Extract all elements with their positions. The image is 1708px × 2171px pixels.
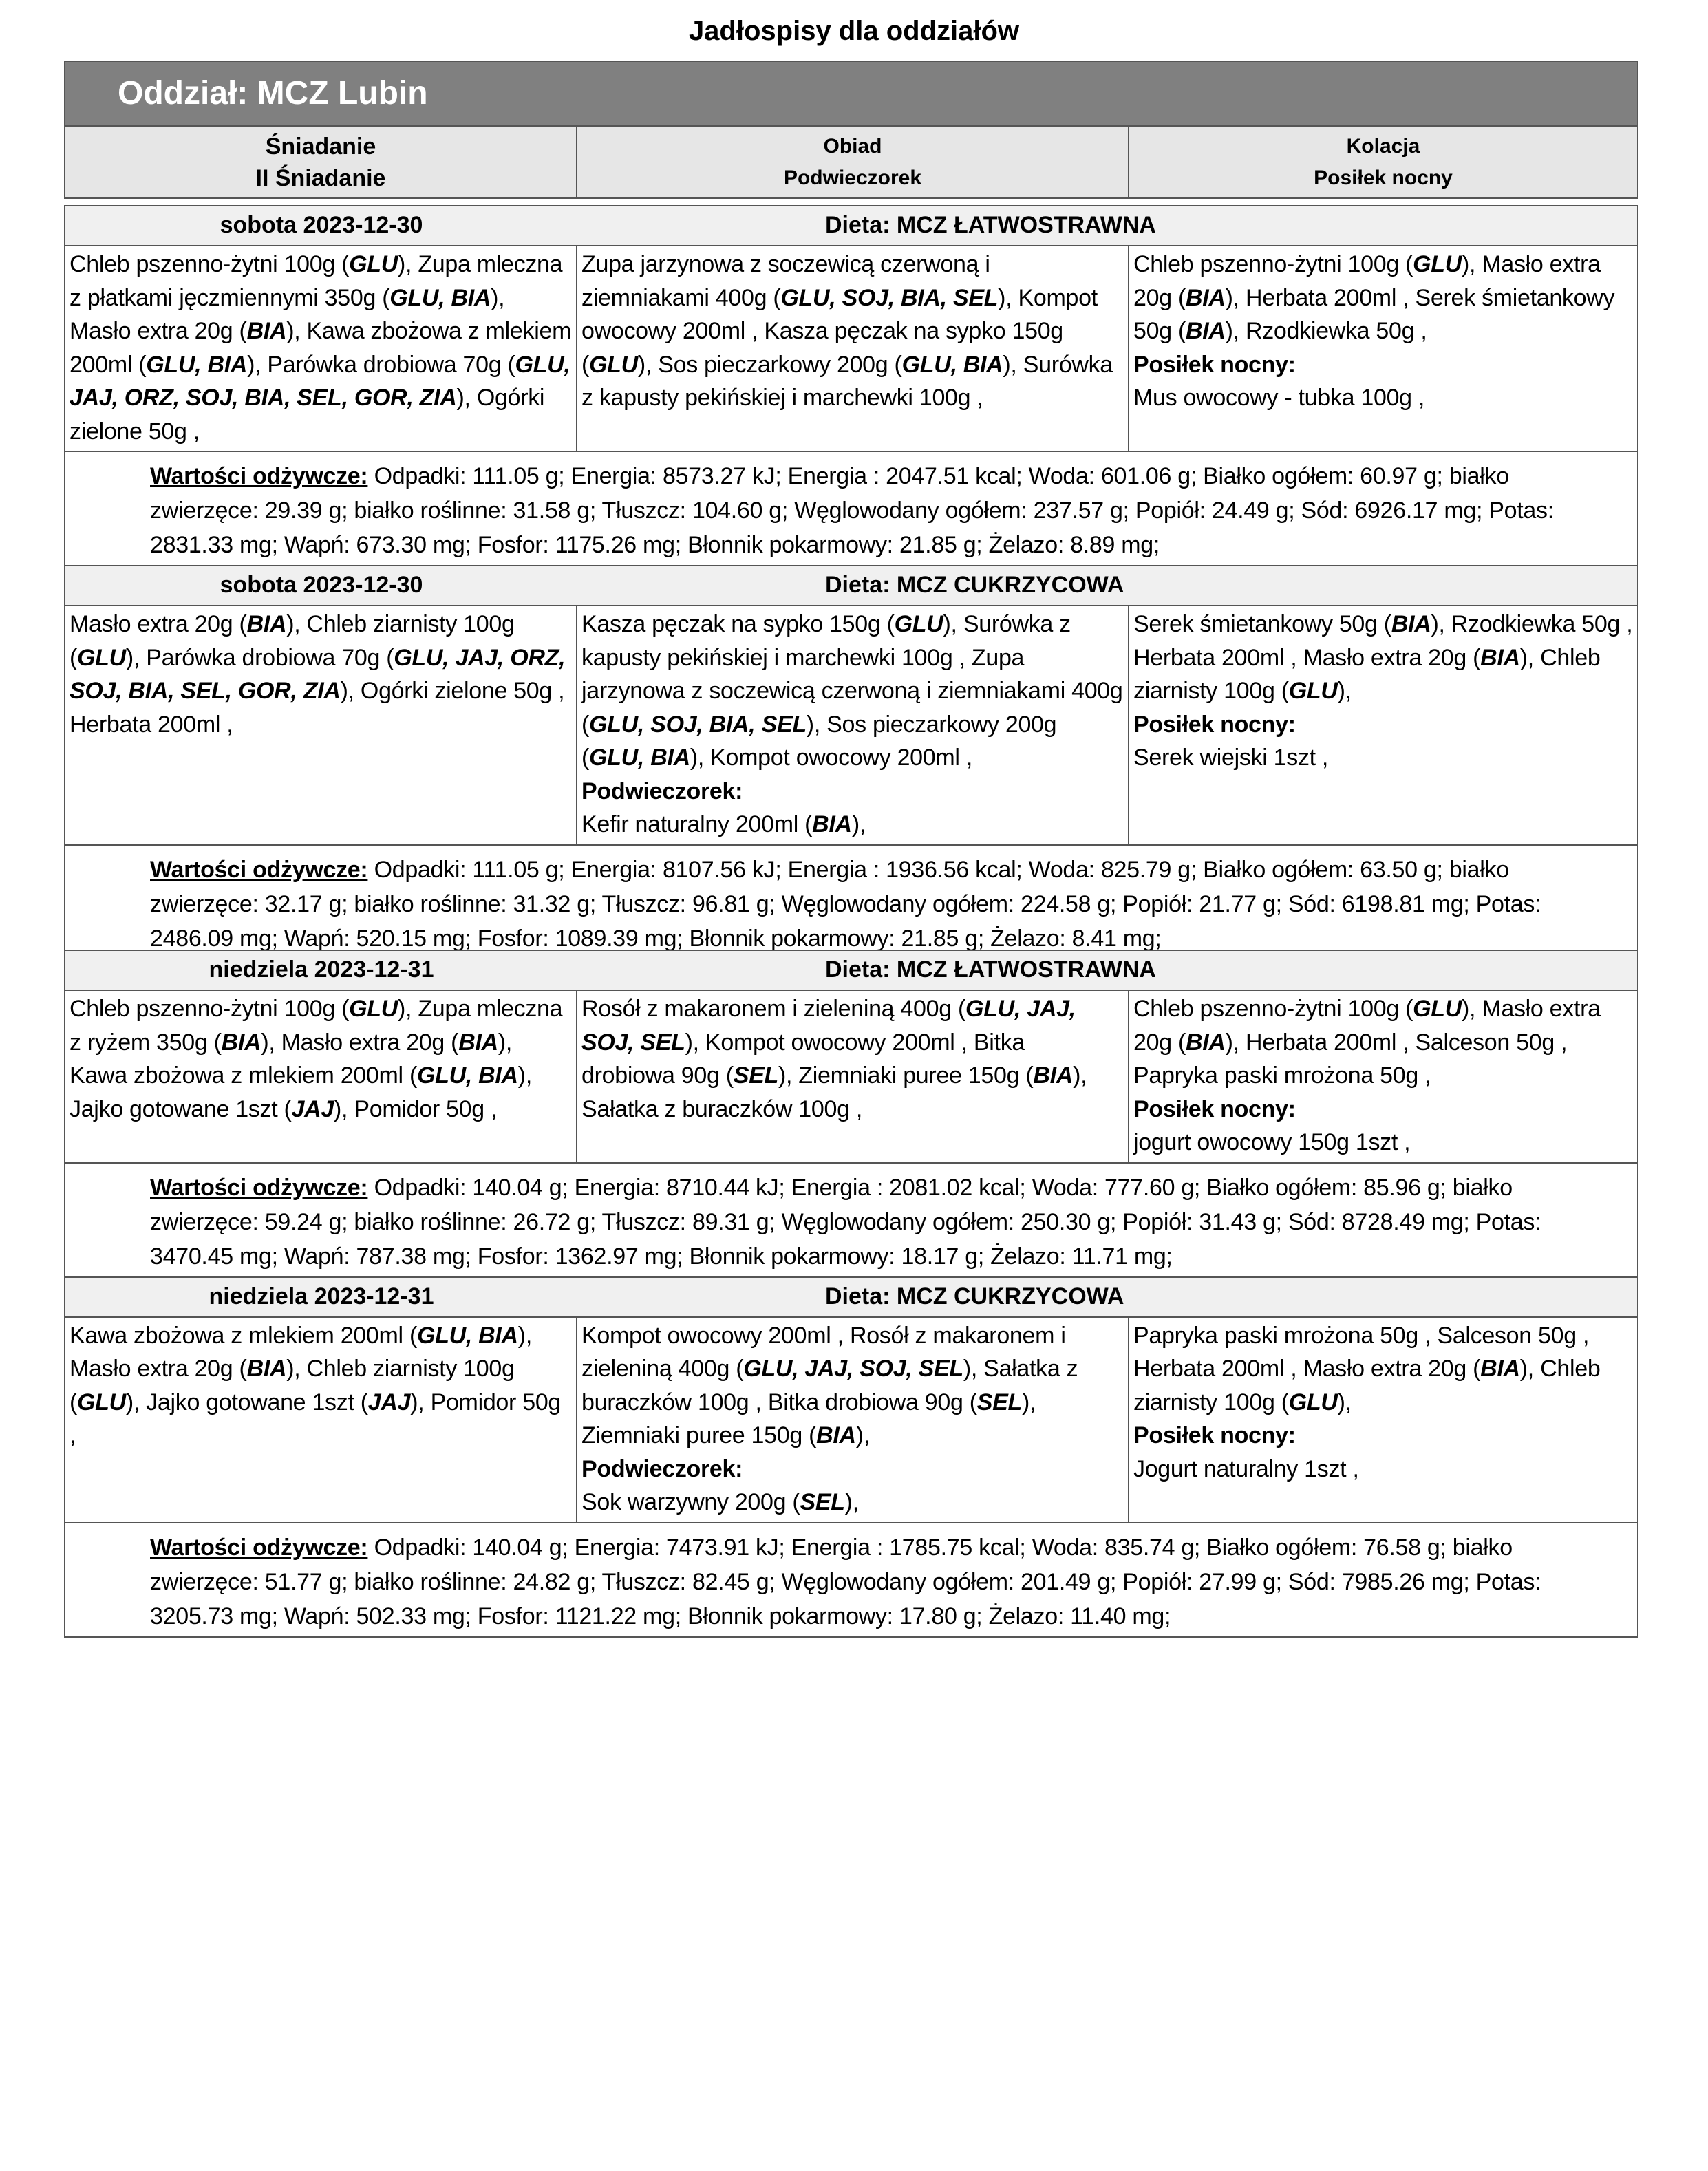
dinner-cell: Kasza pęczak na sypko 150g (GLU), Surówka z kapusty pekińskiej i marchewki 100g , Zupa jarzynowa z soczewicą czerwoną i ziemniakami 400g (GLU, SOJ, BIA, SEL), Sos pieczarkowy 200g (GLU, BIA), Kompot owocowy 200ml , Podwieczorek: Kefir naturalny 200ml (BIA), <box>577 606 1129 844</box>
meal-row <box>65 1318 1637 1523</box>
dinner-cell: Rosół z makaronem i zieleniną 400g (GLU, JAJ, SOJ, SEL), Kompot owocowy 200ml , Bitka drobiowa 90g (SEL), Ziemniaki puree 150g (BIA), Sałatka z buraczków 100g , <box>577 991 1129 1162</box>
nutrition-values: Odpadki: 111.05 g; Energia: 8573.27 kJ; Energia : 2047.51 kcal; Woda: 601.06 g; Białko ogółem: 60.97 g; białko zwierzęce: 29.39 g; białko roślinne: 31.58 g; Tłuszcz: 104.60 g; Węglowodany ogółem: 237.57 g; Popiół: 24.49 g; Sód: 6926.17 mg; Potas: 2831.33 mg; Wapń: 673.30 mg; Fosfor: 1175.26 mg; Błonnik pokarmowy: 21.85 g; Żelazo: 8.89 mg; <box>150 463 1554 558</box>
nutrition-label: Wartości odżywcze: <box>150 1534 368 1561</box>
nutrition-label: Wartości odżywcze: <box>150 856 368 883</box>
column-header-supper <box>1129 127 1637 197</box>
day-row <box>65 566 1637 606</box>
supper-cell: Papryka paski mrożona 50g , Salceson 50g , Herbata 200ml , Masło extra 20g (BIA), Chleb ziarnisty 100g (GLU), Posiłek nocny: Jogurt naturalny 1szt , <box>1133 1322 1601 1482</box>
column-header-breakfast <box>65 127 577 197</box>
supper-cell: Chleb pszenno-żytni 100g (GLU), Masło extra 20g (BIA), Herbata 200ml , Serek śmietankowy 50g (BIA), Rzodkiewka 50g , Posiłek nocny: Mus owocowy - tubka 100g , <box>1133 251 1615 411</box>
nutrition-row <box>65 846 1637 959</box>
page-title: Jadłospisy dla oddziałów <box>688 16 1020 46</box>
day-date: sobota 2023-12-30 <box>220 572 423 598</box>
ward-header: Oddział: MCZ Lubin <box>64 61 1638 127</box>
nutrition-label: Wartości odżywcze: <box>150 463 368 489</box>
nutrition-row <box>65 1523 1637 1636</box>
day-row <box>65 206 1637 246</box>
nutrition-values: Odpadki: 111.05 g; Energia: 8107.56 kJ; Energia : 1936.56 kcal; Woda: 825.79 g; Białko ogółem: 63.50 g; białko zwierzęce: 32.17 g; białko roślinne: 31.32 g; Tłuszcz: 96.81 g; Węglowodany ogółem: 224.58 g; Popiół: 21.77 g; Sód: 6198.81 mg; Potas: 2486.09 mg; Wapń: 520.15 mg; Fosfor: 1089.39 mg; Błonnik pokarmowy: 21.85 g; Żelazo: 8.41 mg; <box>150 856 1541 952</box>
meal-row <box>65 991 1637 1164</box>
meal-row <box>65 246 1637 452</box>
column-header-dinner <box>577 127 1129 197</box>
supper-cell: Chleb pszenno-żytni 100g (GLU), Masło extra 20g (BIA), Herbata 200ml , Salceson 50g , Papryka paski mrożona 50g , Posiłek nocny: jogurt owocowy 150g 1szt , <box>1133 996 1601 1155</box>
diet-name: Dieta: MCZ CUKRZYCOWA <box>825 1283 1124 1309</box>
menu-table-saturday <box>64 205 1638 960</box>
column-subtitle: Posiłek nocny <box>1314 167 1453 189</box>
breakfast-cell: Chleb pszenno-żytni 100g (GLU), Zupa mleczna z ryżem 350g (BIA), Masło extra 20g (BIA), Kawa zbożowa z mlekiem 200ml (GLU, BIA), Jajko gotowane 1szt (JAJ), Pomidor 50g , <box>65 991 577 1162</box>
day-date: niedziela 2023-12-31 <box>209 1283 434 1309</box>
nutrition-values: Odpadki: 140.04 g; Energia: 8710.44 kJ; Energia : 2081.02 kcal; Woda: 777.60 g; Białko ogółem: 85.96 g; białko zwierzęce: 59.24 g; białko roślinne: 26.72 g; Tłuszcz: 89.31 g; Węglowodany ogółem: 250.30 g; Popiół: 31.43 g; Sód: 8728.49 mg; Potas: 3470.45 mg; Wapń: 787.38 mg; Fosfor: 1362.97 mg; Błonnik pokarmowy: 18.17 g; Żelazo: 11.71 mg; <box>150 1174 1541 1270</box>
meal-row <box>65 606 1637 846</box>
menu-table-sunday <box>64 950 1638 1638</box>
supper-cell: Serek śmietankowy 50g (BIA), Rzodkiewka 50g , Herbata 200ml , Masło extra 20g (BIA), Chleb ziarnisty 100g (GLU), Posiłek nocny: Serek wiejski 1szt , <box>1133 611 1633 771</box>
breakfast-cell: Kawa zbożowa z mlekiem 200ml (GLU, BIA), Masło extra 20g (BIA), Chleb ziarnisty 100g (GLU), Jajko gotowane 1szt (JAJ), Pomidor 50g , <box>65 1318 577 1522</box>
dinner-cell: Kompot owocowy 200ml , Rosół z makaronem i zieleniną 400g (GLU, JAJ, SOJ, SEL), Sałatka z buraczków 100g , Bitka drobiowa 90g (SEL), Ziemniaki puree 150g (BIA), Podwieczorek: Sok warzywny 200g (SEL), <box>577 1318 1129 1522</box>
nutrition-label: Wartości odżywcze: <box>150 1174 368 1201</box>
day-date: niedziela 2023-12-31 <box>209 956 434 983</box>
diet-name: Dieta: MCZ CUKRZYCOWA <box>825 572 1124 598</box>
column-title: Kolacja <box>1346 135 1420 158</box>
column-title: Obiad <box>823 135 882 158</box>
diet-name: Dieta: MCZ ŁATWOSTRAWNA <box>825 212 1156 238</box>
day-row <box>65 951 1637 991</box>
nutrition-values: Odpadki: 140.04 g; Energia: 7473.91 kJ; Energia : 1785.75 kcal; Woda: 835.74 g; Białko ogółem: 76.58 g; białko zwierzęce: 51.77 g; białko roślinne: 24.82 g; Tłuszcz: 82.45 g; Węglowodany ogółem: 201.49 g; Popiół: 27.99 g; Sód: 7985.26 mg; Potas: 3205.73 mg; Wapń: 502.33 mg; Fosfor: 1121.22 mg; Błonnik pokarmowy: 17.80 g; Żelazo: 11.40 mg; <box>150 1534 1541 1629</box>
day-date: sobota 2023-12-30 <box>220 212 423 238</box>
column-subtitle: Podwieczorek <box>783 167 922 189</box>
column-title: Śniadanie <box>265 133 376 160</box>
day-row <box>65 1278 1637 1318</box>
breakfast-cell: Masło extra 20g (BIA), Chleb ziarnisty 100g (GLU), Parówka drobiowa 70g (GLU, JAJ, ORZ, SOJ, BIA, SEL, GOR, ZIA), Ogórki zielone 50g , Herbata 200ml , <box>65 606 577 844</box>
column-headers <box>64 126 1638 199</box>
column-subtitle: II Śniadanie <box>255 165 386 191</box>
dinner-cell: Zupa jarzynowa z soczewicą czerwoną i ziemniakami 400g (GLU, SOJ, BIA, SEL), Kompot owocowy 200ml , Kasza pęczak na sypko 150g (GLU), Sos pieczarkowy 200g (GLU, BIA), Surówka z kapusty pekińskiej i marchewki 100g , <box>577 246 1129 451</box>
diet-name: Dieta: MCZ ŁATWOSTRAWNA <box>825 956 1156 983</box>
breakfast-cell: Chleb pszenno-żytni 100g (GLU), Zupa mleczna z płatkami jęczmiennymi 350g (GLU, BIA), Masło extra 20g (BIA), Kawa zbożowa z mlekiem 200ml (GLU, BIA), Parówka drobiowa 70g (GLU, JAJ, ORZ, SOJ, BIA, SEL, GOR, ZIA), Ogórki zielone 50g , <box>65 246 577 451</box>
nutrition-row <box>65 452 1637 566</box>
nutrition-row <box>65 1164 1637 1278</box>
